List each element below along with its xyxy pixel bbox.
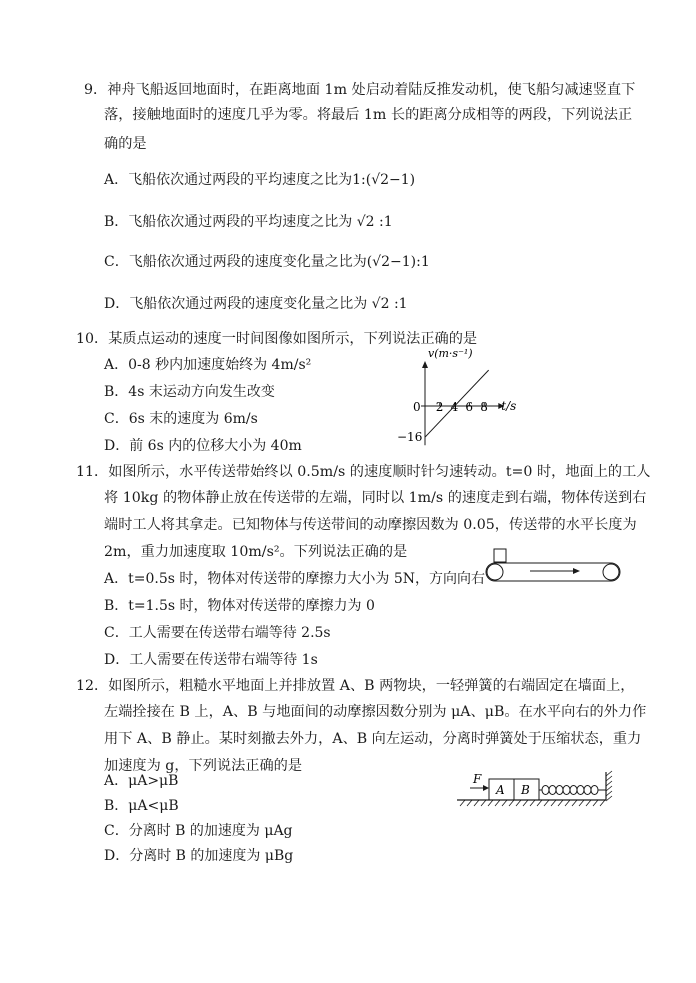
q12-stem-line-4: 加速度为 g，下列说法正确的是 <box>104 758 303 774</box>
blocks-spring-figure <box>452 768 624 814</box>
q10-stem: 10．某质点运动的速度一时间图像如图所示，下列说法正确的是 <box>76 331 478 347</box>
q10-option-c: C．6s 末的速度为 6m/s <box>104 411 258 427</box>
q11-option-a: A．t=0.5s 时，物体对传送带的摩擦力大小为 5N，方向向右 <box>104 571 485 587</box>
q10-option-a: A．0-8 秒内加速度始终为 4m/s² <box>104 357 312 373</box>
left-pulley <box>487 564 503 580</box>
conveyor-belt-figure <box>480 546 625 588</box>
belt-outline <box>486 563 620 581</box>
q9-option-d: D．飞船依次通过两段的速度变化量之比为 √2 :1 <box>104 296 408 312</box>
q9-stem-line-3: 确的是 <box>104 136 147 152</box>
q9-option-a: A．飞船依次通过两段的平均速度之比为1:(√2−1) <box>104 172 416 188</box>
wall-hatching <box>606 771 612 801</box>
object-block <box>494 549 506 562</box>
origin-label: 0 <box>413 400 421 414</box>
q12-stem-line-2: 左端拴接在 B 上，A、B 与地面间的动摩擦因数分别为 μA、μB。在水平向右的外力作 <box>104 704 647 720</box>
force-label: F <box>473 772 482 786</box>
right-pulley <box>603 564 619 580</box>
velocity-line <box>425 370 489 437</box>
q11-stem-line-3: 端时工人将其拿走。已知物体与传送带间的动摩擦因数为 0.05，传送带的水平长度为 <box>104 517 637 533</box>
ground-hatching <box>460 800 605 806</box>
q12-option-d: D．分离时 B 的加速度为 μBg <box>104 848 294 864</box>
x-tick-label: 6 <box>465 400 474 414</box>
y-tick-label: −16 <box>397 430 423 445</box>
q12-option-c: C．分离时 B 的加速度为 μAg <box>104 823 293 839</box>
spring <box>539 786 606 795</box>
q11-stem-line-4: 2m，重力加速度取 10m/s²。下列说法正确的是 <box>104 544 408 560</box>
q10-option-b: B．4s 末运动方向发生改变 <box>104 384 275 400</box>
y-axis-arrow <box>422 361 428 368</box>
q11-option-d: D．工人需要在传送带右端等待 1s <box>104 652 318 668</box>
x-axis-label: t/s <box>501 399 517 413</box>
x-tick-label: 2 <box>435 400 444 414</box>
y-axis-label: v(m·s⁻¹) <box>428 347 473 360</box>
q12-option-a: A．μA>μB <box>104 773 179 789</box>
x-tick-label: 4 <box>450 400 459 414</box>
x-tick-label: 8 <box>480 400 488 414</box>
q11-stem-line-2: 将 10kg 的物体静止放在传送带的左端，同时以 1m/s 的速度走到右端，物体传送到右 <box>104 490 647 506</box>
q9-stem-line-2: 落，接触地面时的速度几乎为零。将最后 1m 长的距离分成相等的两段，下列说法正 <box>104 107 633 123</box>
q11-stem-line-1: 11．如图所示，水平传送带始终以 0.5m/s 的速度顺时针匀速转动。t=0 时，地面上的工人 <box>76 464 651 480</box>
q11-option-c: C．工人需要在传送带右端等待 2.5s <box>104 625 331 641</box>
q9-option-b: B．飞船依次通过两段的平均速度之比为 √2 :1 <box>104 214 393 230</box>
q11-option-b: B．t=1.5s 时，物体对传送带的摩擦力为 0 <box>104 598 375 614</box>
q9-stem-line-1: 9．神舟飞船返回地面时，在距离地面 1m 处启动着陆反推发动机，使飞船匀减速竖直下 <box>84 82 636 98</box>
block-a-label: A <box>496 783 505 797</box>
q10-option-d: D．前 6s 内的位移大小为 40m <box>104 438 302 454</box>
q12-stem-line-1: 12．如图所示，粗糙水平地面上并排放置 A、B 两物块，一轻弹簧的右端固定在墙面上， <box>76 678 635 694</box>
q12-option-b: B．μA<μB <box>104 798 179 814</box>
velocity-time-graph <box>395 343 600 458</box>
q12-stem-line-3: 用下 A、B 静止。某时刻撤去外力，A、B 向左运动，分离时弹簧处于压缩状态，重力 <box>104 731 642 747</box>
block-b-label: B <box>521 783 530 797</box>
force-arrow-head <box>483 785 489 791</box>
q9-option-c: C．飞船依次通过两段的速度变化量之比为(√2−1):1 <box>104 254 430 270</box>
